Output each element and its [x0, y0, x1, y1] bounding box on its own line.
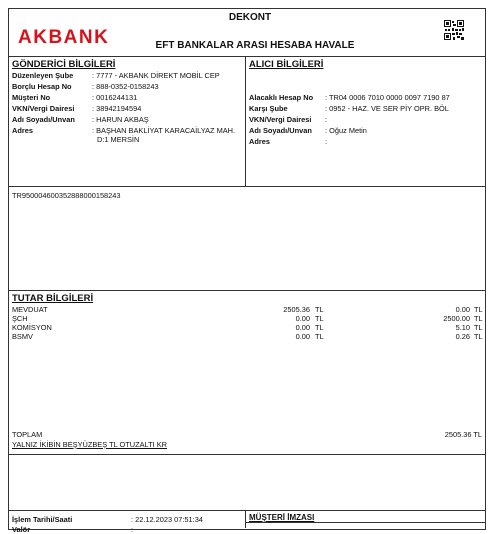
total-value: 2505.36 TL — [444, 430, 482, 439]
qr-code-icon — [444, 20, 464, 40]
transaction-title: EFT BANKALAR ARASI HESABA HAVALE — [155, 40, 355, 51]
field-value: : BAŞHAN BAKLİYAT KARACAİLYAZ MAH. — [92, 126, 236, 135]
amount-value: 0.00 — [295, 332, 310, 341]
currency: TL — [315, 332, 324, 341]
document-title: DEKONT — [228, 12, 272, 23]
field-value: : 38942194594 — [92, 104, 142, 113]
amount-value: 0.26 — [455, 332, 470, 341]
field-value: : TR04 0006 7010 0000 0097 7190 87 — [325, 93, 450, 102]
divider — [8, 510, 485, 511]
field-value-continued: D:1 MERSİN — [97, 135, 140, 144]
amount-label: MEVDUAT — [12, 305, 48, 314]
field-value: : — [325, 115, 328, 124]
amount-label: BSMV — [12, 332, 33, 341]
customer-signature-label: MÜŞTERİ İMZASI — [249, 513, 315, 522]
currency: TL — [474, 314, 483, 323]
field-value: : Oğuz Metin — [325, 126, 367, 135]
currency: TL — [474, 323, 483, 332]
akbank-logo: AKBANK — [18, 27, 110, 48]
description-text: TR950004600352888000158243 — [12, 191, 121, 200]
amount-label: ŞCH — [12, 314, 28, 323]
field-value: : — [325, 137, 328, 146]
amount-value: 0.00 — [295, 323, 310, 332]
field-label: Adres — [249, 137, 270, 146]
divider — [8, 454, 485, 455]
field-label: Karşı Şube — [249, 104, 288, 113]
transaction-date-value: : 22.12.2023 07:51:34 — [131, 515, 203, 524]
amount-value: 0.00 — [295, 314, 310, 323]
currency: TL — [474, 305, 483, 314]
divider — [8, 290, 485, 291]
divider — [245, 522, 485, 523]
document-frame — [8, 8, 486, 530]
valor-value: : — [131, 525, 134, 534]
amount-value: 0.00 — [455, 305, 470, 314]
amount-value: 5.10 — [455, 323, 470, 332]
field-label: VKN/Vergi Dairesi — [12, 104, 75, 113]
total-in-words: YALNIZ İKİBİN BEŞYÜZBEŞ TL OTUZALTI KR — [12, 440, 167, 449]
amount-value: 2505.36 — [283, 305, 310, 314]
sender-section-title: GÖNDERİCİ BİLGİLERİ — [12, 59, 116, 70]
field-label: Müşteri No — [12, 93, 51, 102]
currency: TL — [474, 332, 483, 341]
field-value: : HARUN AKBAŞ — [92, 115, 149, 124]
amount-label: KOMİSYON — [12, 323, 52, 332]
field-label: VKN/Vergi Dairesi — [249, 115, 312, 124]
total-label: TOPLAM — [12, 430, 43, 439]
field-value: : 0952 - HAZ. VE SER PİY OPR. BÖL — [325, 104, 449, 113]
valor-label: Valör — [12, 525, 31, 534]
field-value: : 7777 - AKBANK DİREKT MOBİL CEP — [92, 71, 220, 80]
column-divider — [245, 510, 246, 528]
field-label: Alacaklı Hesap No — [249, 93, 314, 102]
currency: TL — [315, 323, 324, 332]
amounts-section-title: TUTAR BİLGİLERİ — [12, 293, 94, 304]
currency: TL — [315, 314, 324, 323]
field-value: : 0016244131 — [92, 93, 138, 102]
currency: TL — [315, 305, 324, 314]
receiver-section-title: ALICI BİLGİLERİ — [249, 59, 324, 70]
field-label: Düzenleyen Şube — [12, 71, 74, 80]
field-label: Adı Soyadı/Unvan — [249, 126, 312, 135]
divider — [8, 56, 485, 57]
field-value: : 888-0352-0158243 — [92, 82, 159, 91]
transaction-date-label: İşlem Tarihi/Saati — [12, 515, 73, 524]
amount-value: 2500.00 — [443, 314, 470, 323]
column-divider — [245, 56, 246, 186]
field-label: Adres — [12, 126, 33, 135]
field-label: Adı Soyadı/Unvan — [12, 115, 75, 124]
divider — [8, 186, 485, 187]
field-label: Borçlu Hesap No — [12, 82, 72, 91]
